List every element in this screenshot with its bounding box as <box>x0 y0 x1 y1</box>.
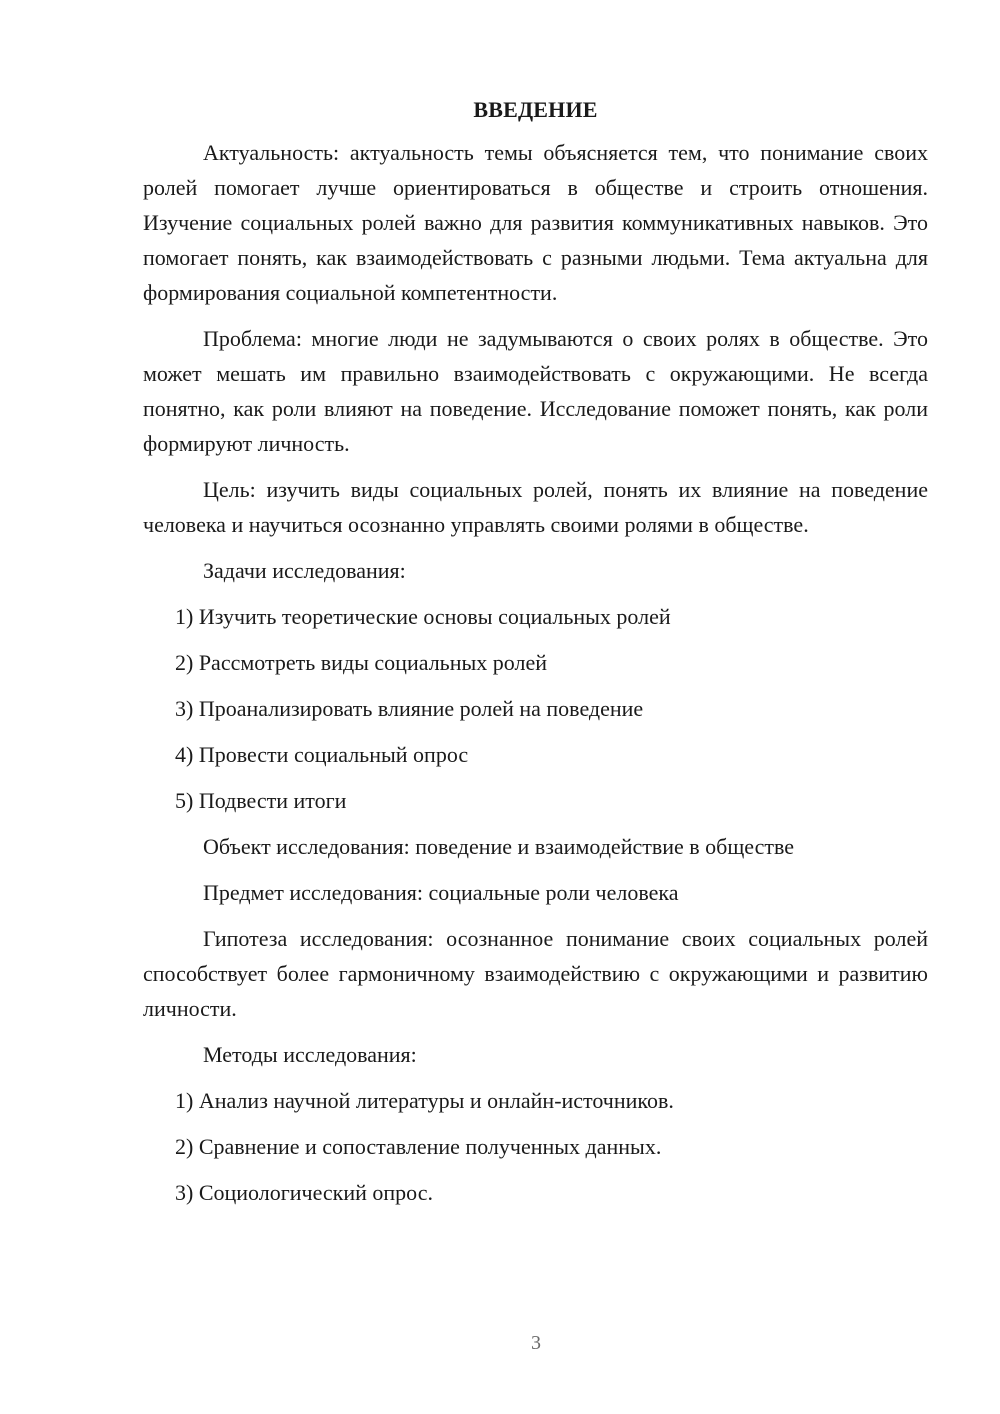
subject-paragraph: Предмет исследования: социальные роли человека <box>203 880 679 905</box>
page-number: 3 <box>531 1332 541 1354</box>
list-item: 2) Рассмотреть виды социальных ролей <box>175 650 547 675</box>
problem-paragraph: Проблема: многие люди не задумываются о своих ролях в обществе. Это может мешать им правильно взаимодействовать с окружающими. Не всегда понятно, как роли влияют на поведение. Исследование поможет понять, как роли формируют личность. <box>143 326 928 456</box>
page-title: ВВЕДЕНИЕ <box>473 97 598 122</box>
tasks-heading: Задачи исследования: <box>203 558 406 583</box>
goal-paragraph: Цель: изучить виды социальных ролей, понять их влияние на поведение человека и научиться осознанно управлять своими ролями в обществе. <box>143 477 928 537</box>
list-item: 3) Социологический опрос. <box>175 1180 433 1205</box>
object-paragraph: Объект исследования: поведение и взаимодействие в обществе <box>203 834 795 859</box>
hypothesis-paragraph: Гипотеза исследования: осознанное понимание своих социальных ролей способствует более гармоничному взаимодействию с окружающими и развитию личности. <box>143 926 928 1021</box>
relevance-paragraph: Актуальность: актуальность темы объясняется тем, что понимание своих ролей помогает лучше ориентироваться в обществе и строить отношения. Изучение социальных ролей важно для развития коммуникативных навыков. Это помогает понять, как взаимодействовать с разными людьми. Тема актуальна для формирования социальной компетентности. <box>143 140 928 305</box>
list-item: 4) Провести социальный опрос <box>175 742 469 767</box>
list-item: 2) Сравнение и сопоставление полученных данных. <box>175 1134 662 1159</box>
methods-list <box>143 1083 928 1210</box>
list-item: 5) Подвести итоги <box>175 788 347 813</box>
page-content <box>143 92 928 1221</box>
list-item: 3) Проанализировать влияние ролей на поведение <box>175 696 644 721</box>
list-item: 1) Анализ научной литературы и онлайн-источников. <box>175 1088 674 1113</box>
tasks-list <box>143 599 928 818</box>
list-item: 1) Изучить теоретические основы социальных ролей <box>175 604 671 629</box>
methods-heading: Методы исследования: <box>203 1042 417 1067</box>
